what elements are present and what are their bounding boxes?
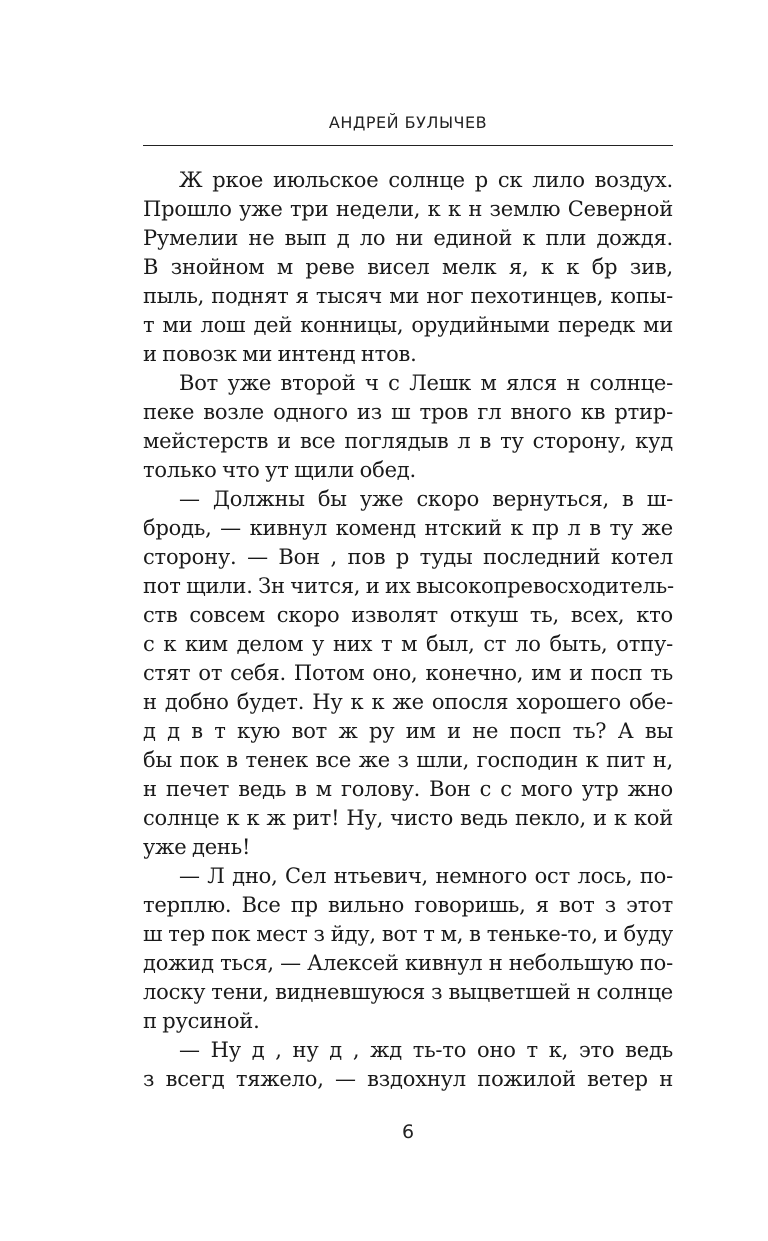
- header-rule: [143, 145, 673, 146]
- text-line: солнце к к ж рит! Ну, чисто ведь пекло, и к кой: [143, 806, 673, 830]
- text-line: лоску тени, видневшуюся з выцветшей н солнце: [143, 980, 673, 1004]
- text-line: пыль, поднят я тысяч ми ног пехотинцев, копы-: [143, 284, 673, 308]
- text-line: мейстерств и все поглядыв л в ту сторону, куд: [143, 429, 673, 453]
- page-number: 6: [401, 1121, 415, 1143]
- text-line: пот щили. Зн чится, и их высокопревосходитель-: [143, 574, 674, 598]
- text-line: дожид ться, — Алексей кивнул н небольшую по-: [143, 951, 673, 975]
- text-line: Ж ркое июльское солнце р ск лило воздух.: [179, 168, 673, 192]
- text-line: пеке возле одного из ш тров гл вного кв ртир-: [143, 400, 673, 424]
- text-line: Вот уже второй ч с Лешк м ялся н солнце-: [179, 371, 673, 395]
- text-line: бы пок в тенек все же з шли, господин к пит н,: [143, 748, 673, 772]
- text-line: с к ким делом у них т м был, ст ло быть, отпу-: [143, 632, 673, 656]
- text-line: В знойном м реве висел мелк я, к к бр зив,: [143, 255, 673, 279]
- text-line: н печет ведь в м голову. Вон с с мого утр жно: [143, 777, 673, 801]
- text-line: сторону. — Вон , пов р туды последний котел: [143, 545, 673, 569]
- text-line: стят от себя. Потом оно, конечно, им и посп ть: [143, 661, 673, 685]
- text-line: п русиной.: [143, 1009, 260, 1033]
- text-line: т ми лош дей конницы, орудийными передк ми: [143, 313, 673, 337]
- text-block: [143, 166, 673, 1094]
- text-line: — Л дно, Сел нтьевич, немного ост лось, по-: [179, 864, 673, 888]
- text-line: — Ну д , ну д , жд ть-то оно т к, это ведь: [179, 1038, 673, 1062]
- text-line: д д в т кую вот ж ру им и не посп ть? А вы: [143, 719, 673, 743]
- text-line: уже день!: [143, 835, 251, 859]
- text-line: н добно будет. Ну к к же опосля хорошего обе-: [143, 690, 673, 714]
- text-line: Прошло уже три недели, к к н землю Северной: [143, 197, 673, 221]
- text-line: и повозк ми интенд нтов.: [143, 342, 417, 366]
- text-line: з всегд тяжело, — вздохнул пожилой ветер н: [143, 1067, 673, 1091]
- text-line: ш тер пок мест з йду, вот т м, в теньке-то, и буду: [143, 922, 673, 946]
- text-line: терплю. Все пр вильно говоришь, я вот з этот: [143, 893, 673, 917]
- text-line: ств совсем скоро изволят откуш ть, всех, кто: [143, 603, 673, 627]
- text-line: только что ут щили обед.: [143, 458, 416, 482]
- text-line: — Должны бы уже скоро вернуться, в ш-: [179, 487, 673, 511]
- running-head: АНДРЕЙ БУЛЫЧЕВ: [328, 113, 488, 132]
- text-line: Румелии не вып д ло ни единой к пли дождя.: [143, 226, 673, 250]
- text-line: бродь, — кивнул коменд нтский к пр л в ту же: [143, 516, 673, 540]
